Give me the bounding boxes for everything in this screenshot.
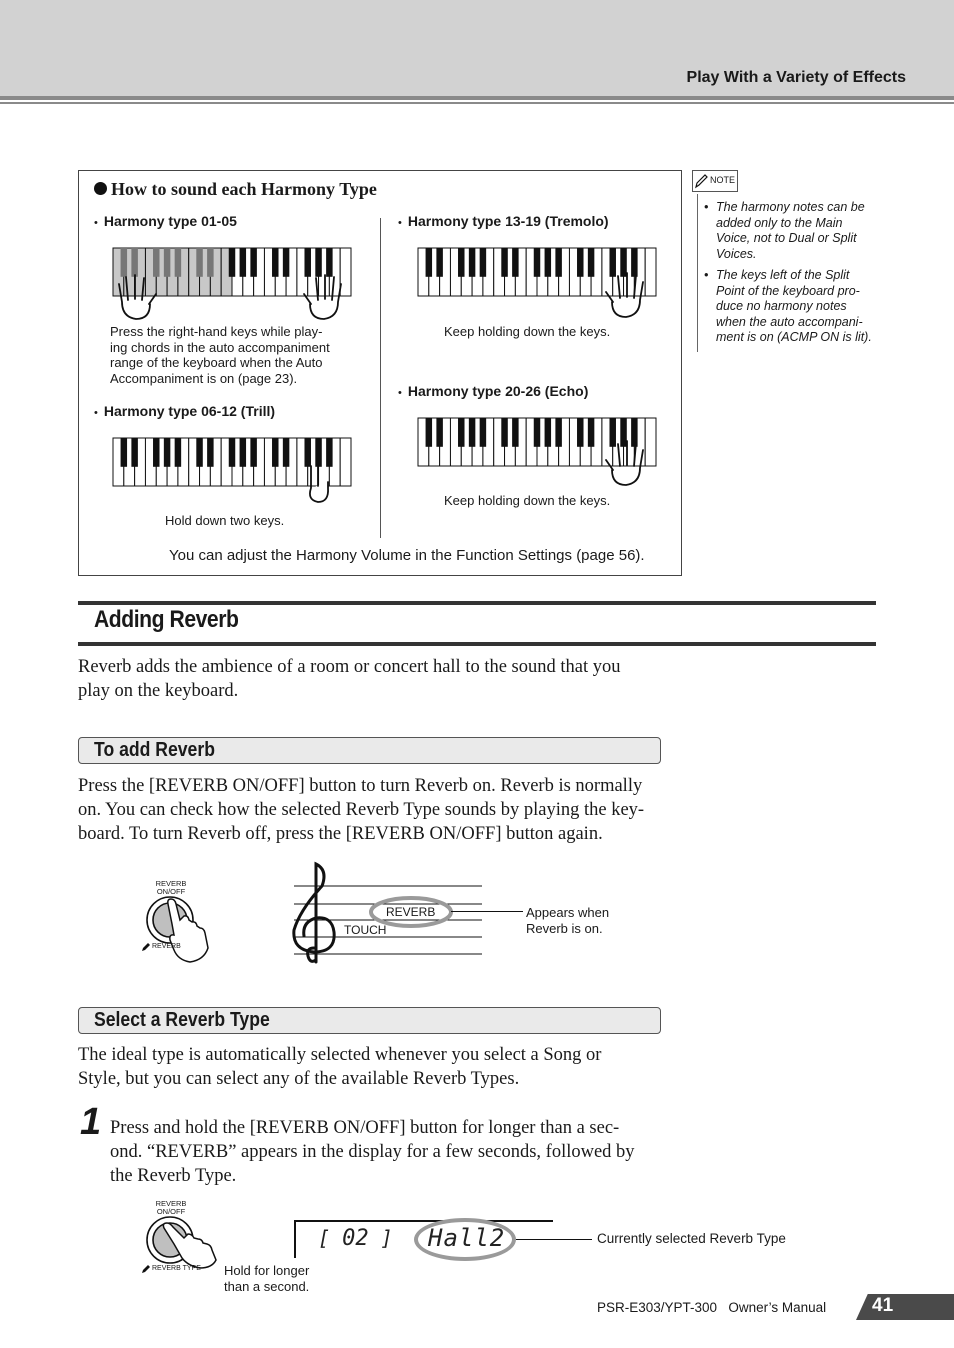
bullet-circle-icon — [94, 182, 107, 195]
white-key — [645, 418, 656, 466]
note-item: • The keys left of the Split Point of the keyboard pro- duce no harmony notes when the auto accompani- ment is on (ACMP ON is lit). — [704, 268, 872, 345]
black-key — [272, 248, 278, 277]
black-key — [229, 248, 235, 277]
black-key — [207, 248, 213, 277]
reverb-button-label: REVERB ON/OFF — [155, 879, 187, 896]
black-key — [555, 248, 561, 277]
harmony-type-06-caption: Hold down two keys. — [165, 513, 285, 528]
page-number: 41 — [872, 1295, 894, 1316]
black-key — [121, 438, 127, 467]
black-key — [480, 418, 486, 447]
black-key — [577, 248, 583, 277]
black-key — [458, 248, 464, 277]
harmony-divider — [380, 218, 381, 538]
white-key — [645, 248, 656, 296]
hand-icon — [602, 438, 646, 488]
harmony-footnote: You can adjust the Harmony Volume in the Function Settings (page 56). — [169, 547, 645, 564]
header-rule — [0, 96, 954, 100]
black-key — [240, 438, 246, 467]
black-key — [175, 248, 181, 277]
black-key — [250, 248, 256, 277]
reverb-on-off-button[interactable] — [140, 894, 216, 966]
section-rule-bottom — [78, 642, 876, 646]
reverb-callout: Appears when Reverb is on. — [526, 905, 610, 936]
black-key — [534, 418, 540, 447]
black-key — [436, 418, 442, 447]
harmony-type-01-label: • Harmony type 01-05 — [94, 213, 237, 229]
section-intro: Reverb adds the ambience of a room or concert hall to the sound that you play on the keyboard. — [78, 657, 621, 701]
reverb-on-off-button[interactable] — [140, 1214, 224, 1270]
black-key — [426, 248, 432, 277]
black-key — [501, 248, 507, 277]
treble-clef-icon — [294, 864, 334, 962]
pencil-icon — [694, 173, 708, 189]
black-key — [469, 248, 475, 277]
subheading-select-reverb: Select a Reverb Type — [78, 1007, 661, 1034]
step-1-text: Press and hold the [REVERB ON/OFF] button for longer than a sec- ond. “REVERB” appears in the display for a few seconds, followed by the Reverb Type. — [110, 1118, 635, 1186]
note-item: • The harmony notes can be added only to the Main Voice, not to Dual or Split Voices. — [704, 200, 865, 261]
black-key — [250, 438, 256, 467]
black-key — [436, 248, 442, 277]
black-key — [588, 248, 594, 277]
black-key — [175, 438, 181, 467]
harmony-heading: How to sound each Harmony Type — [94, 179, 377, 200]
pencil-icon — [141, 1264, 151, 1274]
hand-icon — [602, 270, 646, 320]
black-key — [458, 418, 464, 447]
display-top-edge — [294, 1220, 553, 1222]
display-left-edge — [294, 1220, 296, 1258]
black-key — [229, 438, 235, 467]
hand-icon — [300, 272, 344, 322]
section-title: Adding Reverb — [94, 606, 239, 633]
reverb-type-callout: Currently selected Reverb Type — [597, 1231, 786, 1246]
section-rule-top — [78, 601, 876, 605]
add-reverb-text: Press the [REVERB ON/OFF] button to turn Reverb on. Reverb is normally on. You can check how the selected Reverb Type sounds by playing the key- board. To turn Reverb off, press the [REVERB ON/OFF] button again. — [78, 776, 645, 844]
black-key — [501, 418, 507, 447]
harmony-type-13-label: • Harmony type 13-19 (Tremolo) — [398, 213, 609, 229]
black-key — [512, 248, 518, 277]
harmony-type-20-label: • Harmony type 20-26 (Echo) — [398, 383, 589, 399]
harmony-type-20-caption: Keep holding down the keys. — [444, 493, 611, 508]
black-key — [131, 438, 137, 467]
display-touch-indicator: TOUCH — [344, 923, 387, 937]
black-key — [283, 248, 289, 277]
black-key — [534, 248, 540, 277]
black-key — [545, 248, 551, 277]
callout-line — [516, 1239, 592, 1240]
reverb-sub-label: REVERB — [152, 943, 181, 950]
black-key — [545, 418, 551, 447]
reverb-button-label: REVERB ON/OFF — [155, 1199, 187, 1216]
callout-line — [451, 911, 523, 912]
hand-icon — [116, 272, 160, 322]
display-reverb-name: Hall2 — [428, 1224, 506, 1252]
black-key — [164, 438, 170, 467]
hold-caption: Hold for longer than a second. — [224, 1263, 310, 1294]
select-reverb-text: The ideal type is automatically selected whenever you select a Song or Style, but you can select any of the available Reverb Types. — [78, 1045, 602, 1089]
harmony-type-01-caption: Press the right-hand keys while play- ing chords in the auto accompaniment range of the keyboard when the Auto Accompaniment is on (page 23). — [110, 324, 330, 386]
header-rule — [0, 102, 954, 104]
display-reverb-number: [ 02 ] — [318, 1226, 393, 1251]
note-rule — [697, 194, 698, 352]
black-key — [153, 438, 159, 467]
black-key — [283, 438, 289, 467]
reverb-type-sub-label: REVERB TYPE — [152, 1265, 201, 1272]
white-key — [340, 438, 351, 486]
black-key — [588, 418, 594, 447]
display-reverb-indicator: REVERB — [386, 905, 436, 919]
page-number-tab — [856, 1294, 954, 1320]
black-key — [196, 248, 202, 277]
black-key — [426, 418, 432, 447]
harmony-type-06-label: • Harmony type 06-12 (Trill) — [94, 403, 276, 419]
pencil-icon — [141, 942, 151, 952]
black-key — [272, 438, 278, 467]
harmony-type-13-caption: Keep holding down the keys. — [444, 324, 611, 339]
finger-icon — [302, 462, 332, 504]
header-title: Play With a Variety of Effects — [686, 69, 906, 86]
black-key — [577, 418, 583, 447]
black-key — [469, 418, 475, 447]
subheading-add-reverb: To add Reverb — [78, 737, 661, 764]
black-key — [196, 438, 202, 467]
black-key — [480, 248, 486, 277]
footer-manual: PSR-E303/YPT-300 Owner’s Manual — [597, 1300, 827, 1315]
black-key — [512, 418, 518, 447]
black-key — [207, 438, 213, 467]
step-number: 1 — [80, 1101, 102, 1143]
black-key — [240, 248, 246, 277]
black-key — [164, 248, 170, 277]
black-key — [555, 418, 561, 447]
